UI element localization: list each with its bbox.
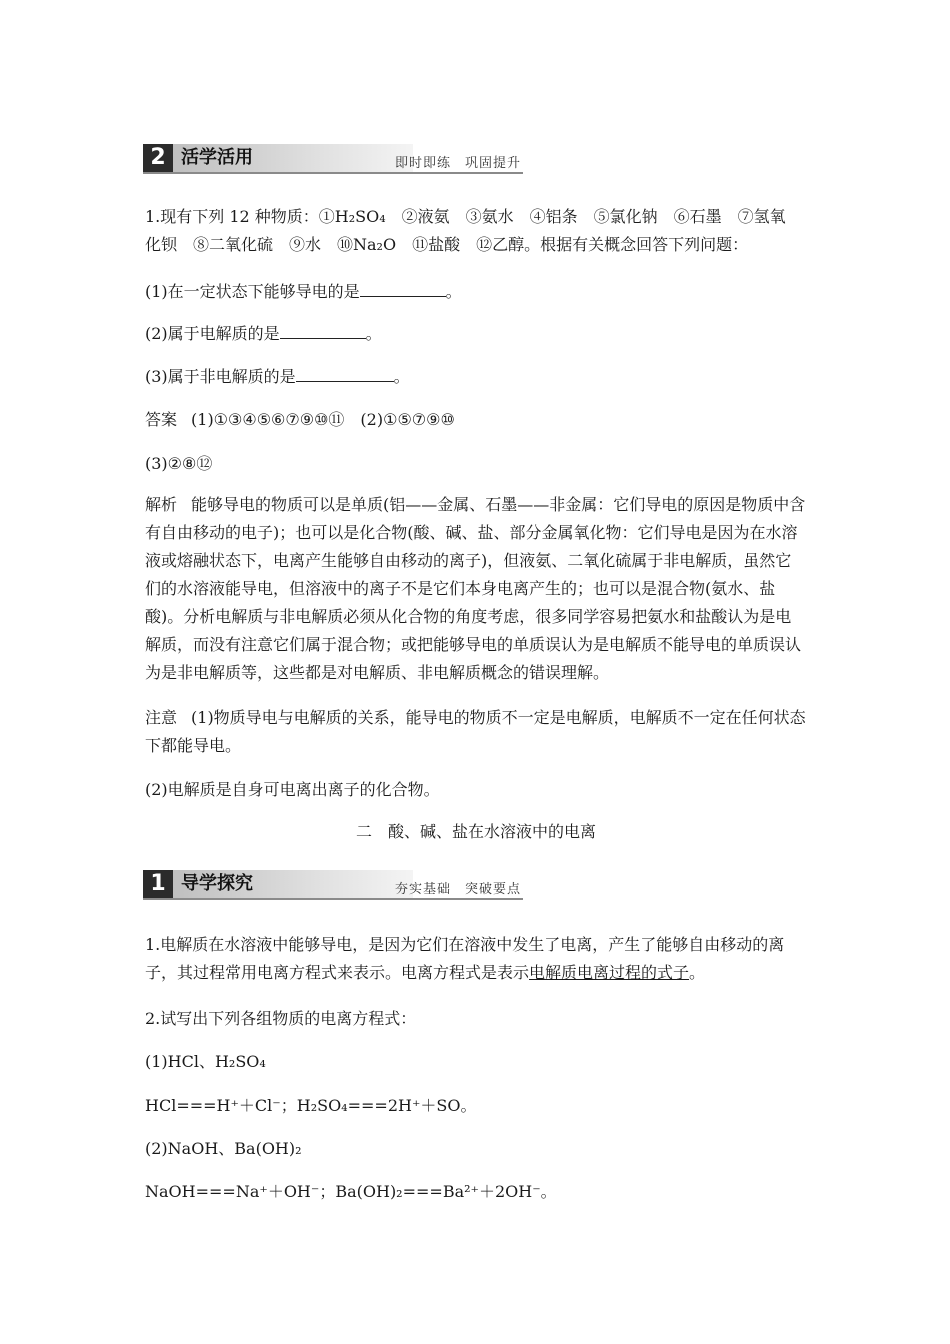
note-label: 注意 — [145, 708, 178, 727]
answer-text-2: (3)②⑧⑫ — [145, 454, 213, 473]
period: 。 — [445, 282, 462, 301]
question-stem-line2: 化钡 ⑧二氧化硫 ⑨水 ⑩Na₂O ⑪盐酸 ⑫乙醇。根据有关概念回答下列问题： — [145, 235, 749, 254]
explore-item-1 — [145, 931, 807, 987]
group-2-equation-text: NaOH===Na⁺＋OH⁻；Ba(OH)₂===Ba²⁺＋2OH⁻。 — [145, 1182, 557, 1201]
group-1-equation-text: HCl===H⁺＋Cl⁻；H₂SO₄===2H⁺＋SO。 — [145, 1096, 477, 1115]
question-part-1 — [145, 278, 807, 306]
question-part-2-text: (2)属于电解质的是 — [145, 324, 280, 343]
group-2-title — [145, 1135, 807, 1163]
question-part-3-text: (3)属于非电解质的是 — [145, 367, 296, 386]
section-heading-text: 二 酸、碱、盐在水溶液中的电离 — [355, 822, 596, 841]
explore-item-1-text: 1.电解质在水溶液中能够导电，是因为它们在溶液中发生了电离，产生了能够自由移动的离子，其过程常用电离方程式来表示。电离方程式是表示 — [145, 935, 785, 982]
note-text-1: (1)物质导电与电解质的关系，能导电的物质不一定是电解质，电解质不一定在任何状态下都能导电。 — [145, 708, 806, 755]
analysis-label: 解析 — [145, 495, 178, 514]
answer-line — [145, 406, 807, 434]
group-2-title-text: (2)NaOH、Ba(OH)₂ — [145, 1139, 302, 1158]
answer-blank — [360, 278, 446, 297]
question-stem — [145, 203, 807, 259]
answer-blank — [296, 363, 394, 382]
section-number-badge: 2 — [143, 144, 173, 172]
section-banner-title: 活学活用 — [173, 144, 413, 172]
answer-line-2 — [145, 450, 807, 478]
note-paragraph-1 — [145, 704, 807, 760]
section-banner-subtitle: 即时即练 巩固提升 — [394, 156, 521, 171]
group-1-title-text: (1)HCl、H₂SO₄ — [145, 1052, 266, 1071]
period: 。 — [393, 367, 410, 386]
question-part-3 — [145, 363, 807, 391]
section-banner-explore — [143, 870, 523, 900]
section-banner-practice — [143, 144, 523, 174]
section-number-badge: 1 — [143, 870, 173, 898]
answer-text: (1)①③④⑤⑥⑦⑨⑩⑪ (2)①⑤⑦⑨⑩ — [191, 410, 455, 429]
question-part-2 — [145, 320, 807, 348]
explore-item-2-text: 2.试写出下列各组物质的电离方程式： — [145, 1009, 417, 1028]
note-text-2: (2)电解质是自身可电离出离子的化合物。 — [145, 780, 440, 799]
period: 。 — [365, 324, 382, 343]
section-banner-title: 导学探究 — [173, 870, 413, 898]
period: 。 — [689, 963, 706, 982]
answer-label: 答案 — [145, 410, 178, 429]
answer-blank — [280, 320, 366, 339]
section-heading — [145, 818, 807, 846]
analysis-paragraph — [145, 491, 807, 687]
banner-underline — [143, 172, 523, 174]
banner-underline — [143, 898, 523, 900]
group-2-equation — [145, 1178, 807, 1206]
group-1-equation — [145, 1092, 807, 1120]
question-stem-line1: 1.现有下列 12 种物质：①H₂SO₄ ②液氨 ③氨水 ④铝条 ⑤氯化钠 ⑥石墨 ⑦氢氧 — [145, 207, 786, 226]
section-banner-subtitle: 夯实基础 突破要点 — [394, 882, 521, 897]
group-1-title — [145, 1048, 807, 1076]
question-part-1-text: (1)在一定状态下能够导电的是 — [145, 282, 360, 301]
analysis-text: 能够导电的物质可以是单质(铝——金属、石墨——非金属：它们导电的原因是物质中含有自由移动的电子)；也可以是化合物(酸、碱、盐、部分金属氧化物：它们导电是因为在水溶液或熔融状态下，电离产生能够自由移动的离子)，但液氨、二氧化硫属于非电解质，虽然它们的水溶液能导电，但溶液中的离子不是它们本身电离产生的；也可以是混合物(氨水、盐酸)。分析电解质与非电解质必须从化合物的角度考虑，很多同学容易把氨水和盐酸认为是电解质，而没有注意它们属于混合物；或把能够导电的单质误认为是电解质不能导电的单质误认为是非电解质等，这些都是对电解质、非电解质概念的错误理解。 — [145, 495, 806, 682]
note-paragraph-2 — [145, 776, 807, 804]
explore-item-2 — [145, 1005, 807, 1033]
underlined-answer: 电解质电离过程的式子 — [529, 963, 690, 982]
